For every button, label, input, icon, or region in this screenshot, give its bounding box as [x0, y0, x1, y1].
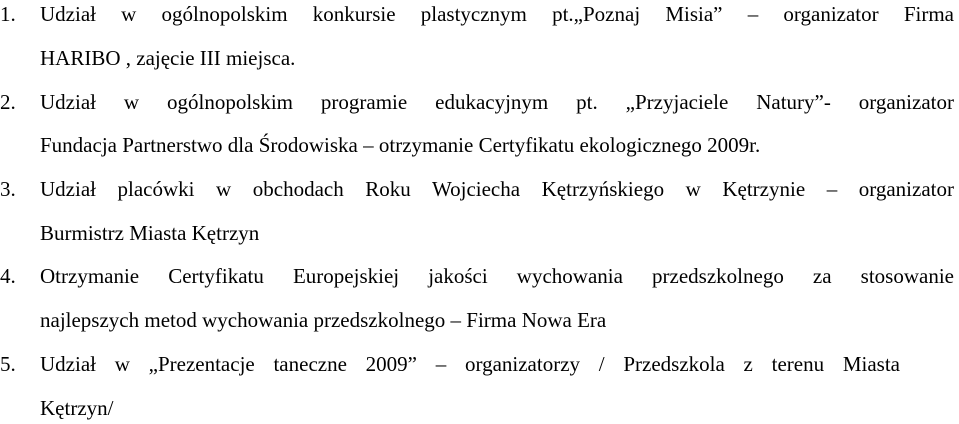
list-text-continuation: najlepszych metod wychowania przedszkolnego – Firma Nowa Era [40, 308, 607, 332]
list-text-line: Otrzymanie Certyfikatu Europejskiej jakości wychowania przedszkolnego za stosowanie [40, 264, 954, 288]
list-number: 5. [0, 352, 16, 376]
list-text-continuation: Kętrzyn/ [40, 396, 114, 420]
list-text-continuation: HARIBO , zajęcie III miejsca. [40, 46, 296, 70]
list-text-line: Udział w ogólnopolskim konkursie plastycznym pt.„Poznaj Misia” – organizator Firma [40, 2, 954, 26]
list-text-line: Udział w ogólnopolskim programie edukacyjnym pt. „Przyjaciele Natury”- organizator [40, 90, 954, 114]
list-text-continuation: Burmistrz Miasta Kętrzyn [40, 221, 260, 245]
list-number: 3. [0, 177, 16, 201]
list-number: 4. [0, 264, 16, 288]
list-text-continuation: Fundacja Partnerstwo dla Środowiska – otrzymanie Certyfikatu ekologicznego 2009r. [40, 133, 761, 157]
list-text-line: Udział placówki w obchodach Roku Wojciecha Kętrzyńskiego w Kętrzynie – organizator [40, 177, 954, 201]
list-number: 2. [0, 90, 16, 114]
list-text-line: Udział w „Prezentacje taneczne 2009” – organizatorzy / Przedszkola z terenu Miasta [40, 352, 900, 376]
list-number: 1. [0, 2, 16, 26]
